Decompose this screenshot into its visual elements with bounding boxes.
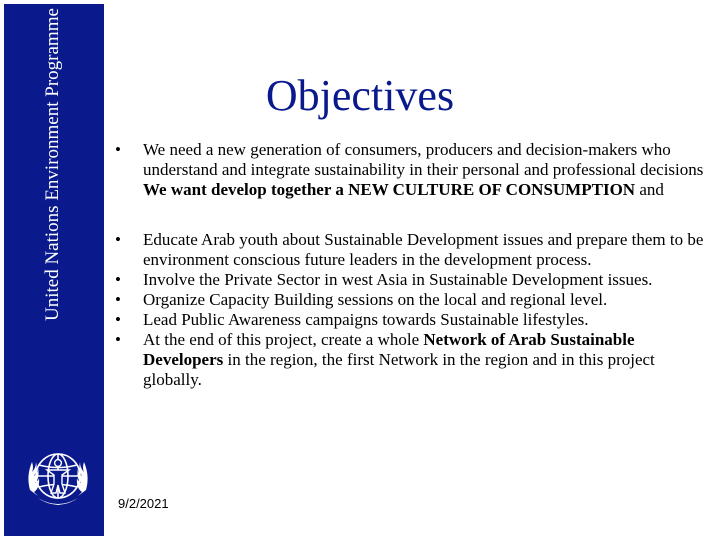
slide-title: Objectives: [265, 71, 455, 120]
objectives-list: [112, 140, 716, 390]
objective-item: [112, 270, 716, 290]
objective-item: [112, 310, 716, 330]
bullet-text-bold: We want develop together a NEW CULTURE OF CONSUMPTION: [143, 180, 636, 199]
objective-item: [112, 140, 716, 200]
sidebar-band: [4, 4, 104, 536]
objective-item: [112, 330, 716, 390]
bullet-text: Lead Public Awareness campaigns towards Sustainable lifestyles.: [143, 310, 589, 329]
bullet-text: in the region, the first Network in the region and in this project globally.: [143, 350, 655, 389]
bullet-text: Educate Arab youth about Sustainable Development issues and prepare them to be environment conscious future leaders in the development process.: [143, 230, 704, 269]
objective-item: [112, 230, 716, 270]
bullet-text: We need a new generation of consumers, producers and decision-makers who understand and integrate sustainability in their personal and professional decisions: [143, 140, 704, 179]
bullet-text: Organize Capacity Building sessions on the local and regional level.: [143, 290, 608, 309]
slide-date: 9/2/2021: [118, 496, 169, 511]
organization-name: United Nations Environment Programme: [42, 8, 63, 321]
objective-item: [112, 290, 716, 310]
bullet-text: and: [635, 180, 664, 199]
bullet-text: At the end of this project, create a whole: [143, 330, 424, 349]
bullet-text-bold: Network of Arab Sustainable Developers: [143, 330, 635, 369]
bullet-text: Involve the Private Sector in west Asia in Sustainable Development issues.: [143, 270, 653, 289]
unep-logo-icon: [20, 438, 96, 514]
